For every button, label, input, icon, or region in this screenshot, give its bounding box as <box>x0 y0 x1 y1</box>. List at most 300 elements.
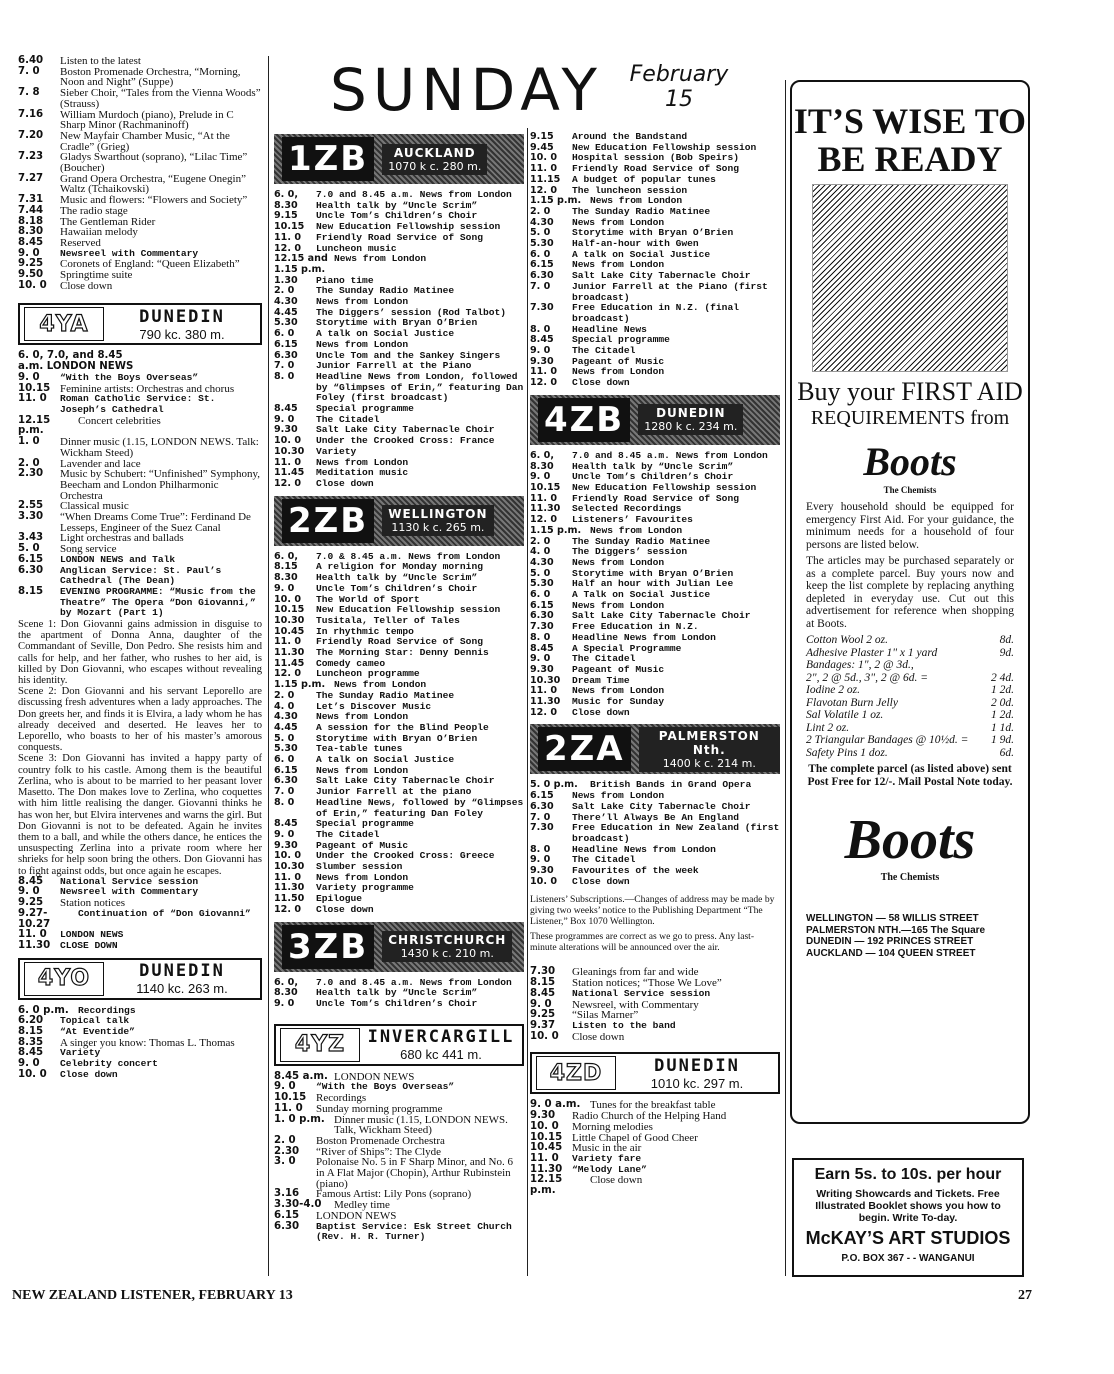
listing-time: 7. 8 <box>18 87 40 99</box>
listing-time: 6.15 <box>530 790 554 802</box>
first-aid-item <box>806 709 1014 722</box>
listing-title: LONDON NEWS <box>316 1209 397 1222</box>
listing-title: New Education Fellowship session <box>572 141 757 153</box>
listing-time: 11. 0 <box>530 1152 559 1164</box>
listing-title: Close down <box>316 477 374 489</box>
listing-time: 8.45 <box>274 403 298 415</box>
listing-title: News from London <box>316 764 409 776</box>
listing-title: News from London <box>316 456 409 468</box>
station-city: INVERCARGILL <box>367 1027 515 1048</box>
listing-title: Half an hour with Julian Lee <box>572 578 734 590</box>
listing-title: Friendly Road Service of Song <box>572 492 739 504</box>
listing-row <box>274 254 524 275</box>
listing-title: Gladys Swarthout (soprano), “Lilac Time” (Boucher) <box>60 151 248 175</box>
listing-row <box>18 1006 262 1017</box>
listing-time: 10. 0 <box>530 1120 559 1132</box>
listing-time: 5.30 <box>274 317 298 329</box>
listing-row <box>18 941 262 952</box>
listing-title: Springtime suite <box>60 269 133 282</box>
listing-row <box>530 866 780 877</box>
listing-row <box>530 558 780 569</box>
station-freq: 1400 k c. 214 m. <box>662 756 756 770</box>
listing-title: “River of Ships”: The Clyde <box>316 1145 442 1158</box>
listing-title: Junior Farrell at the Piano (first broadcast) <box>572 280 768 303</box>
listing-title: Uncle Tom’s Children’s Choir <box>316 582 478 594</box>
station-logo: 3ZB <box>282 925 374 969</box>
listing-title: Junior Farrell at the Piano <box>316 360 472 372</box>
listing-time: 7.30 <box>530 302 554 314</box>
listing-time: 10. 0 <box>18 1068 47 1080</box>
item-name: Iodine 2 oz. <box>806 684 860 696</box>
listing-title: Famous Artist: Lily Pons (soprano) <box>316 1188 472 1201</box>
item-name: Bandages: 1", 2 @ 3d., <box>806 659 914 671</box>
listing-row <box>18 416 262 437</box>
listing-time: 9. 0 <box>530 471 551 483</box>
page-title <box>330 56 730 122</box>
listing-time: 11.30 <box>274 882 305 894</box>
listing-row <box>530 451 780 462</box>
listing-time: 11.15 <box>530 173 561 185</box>
listing-title: New Education Fellowship session <box>572 481 757 493</box>
listing-row <box>274 468 524 479</box>
listing-title: The Citadel <box>316 413 380 425</box>
item-name: Flavotan Burn Jelly <box>806 696 898 709</box>
station-banner-2zb <box>274 496 524 546</box>
listing-time: 12.15 p.m. <box>18 414 51 437</box>
listing-title: Tusitala, Teller of Tales <box>316 614 460 626</box>
ad2-text: Writing Showcards and Tickets. Free Illustrated Booklet shows you how to begin. Write To-day. <box>815 1188 1001 1224</box>
listing-title: News from London <box>334 679 427 691</box>
listing-row <box>530 1133 780 1144</box>
listing-row <box>18 131 262 152</box>
listing-title: Music in the air <box>572 1142 642 1155</box>
listing-time: 8.45 <box>274 818 298 830</box>
listing-row <box>530 1175 780 1196</box>
first-aid-item <box>806 734 1014 747</box>
listing-2zb <box>274 552 524 916</box>
item-name: Cotton Wool 2 oz. <box>806 634 889 646</box>
date-title: February 15 <box>629 62 729 112</box>
listing-title: News from London <box>572 556 665 568</box>
synopsis-paragraph: Scene 3: Don Giovanni has invited a happy party of country folk to his castle. Among them is the beautiful Zerlina, who is about to be married to her peasant lover Masetto. The Don makes love to Zerlina, who coquettes with him little realising the danger. Giovanni thinks he has won her, but Elvira intervenes and warns the girl. But Don Giovanni is not to be defeated. Again he invites them to a ball, and while the others dance, he entices the unsuspecting Zerlina into a private room where her shrieks for help soon bring the others. Don Giovanni has to fight against odds, but once again he escapes. <box>18 753 262 877</box>
listing-title: “With the Boys Overseas” <box>60 371 199 383</box>
listing-title: Close down <box>590 1174 643 1187</box>
listing-time: 6. 0 <box>530 248 551 260</box>
station-header-4yo <box>18 958 262 1000</box>
listing-title: A budget of popular tunes <box>572 173 716 185</box>
station-logo: 4YZ <box>280 1028 360 1062</box>
listing-time: 8.45 <box>530 642 554 654</box>
ad-parcel-offer: The complete parcel (as listed above) sent Post Free for 12/-. Mail Postal Note today. <box>807 763 1013 788</box>
listing-time: 8. 0 <box>530 323 551 335</box>
listing-title: The World of Sport <box>316 593 420 605</box>
synopsis-paragraph: Scene 2: Don Giovanni and his servant Leporello are discussing fresh adventures when a lady approaches. The Don greets her, and finds it is Elvira, a lady whom he has already deceived and deserted. He leaves her to Leporello, who boasts to her of his master’s amorous conquests. <box>18 686 262 754</box>
listing-title: Close down <box>316 903 374 915</box>
listing-title: News from London <box>316 296 409 308</box>
listing-time: 11.45 <box>274 657 305 669</box>
listing-time: 9.30 <box>274 839 298 851</box>
listing-2za <box>530 780 780 887</box>
listing-4ya-late <box>18 877 262 952</box>
listing-time: 7. 0 <box>18 65 40 77</box>
first-aid-list <box>806 634 1014 759</box>
listing-time: 2. 0 <box>274 1134 296 1146</box>
listing-title: Salt Lake City Tabernacle Choir <box>316 775 495 787</box>
listing-time: 10.15 <box>530 1131 563 1143</box>
listing-row <box>274 1104 524 1115</box>
listing-time: 2. 0 <box>18 457 40 469</box>
listing-row <box>530 1165 780 1176</box>
station-header-4ya <box>18 303 262 345</box>
listing-title: A Talk on Social Justice <box>572 589 711 601</box>
listing-time: 4.30 <box>274 296 298 308</box>
listing-title: News from London <box>572 790 665 802</box>
listing-row <box>530 335 780 346</box>
listing-time: 8.15 <box>18 585 44 597</box>
listing-title: Favourites of the week <box>572 865 699 877</box>
station-freq: 1430 k c. 210 m. <box>400 947 494 961</box>
listing-row <box>18 195 262 206</box>
station-header-4zd <box>530 1052 780 1094</box>
listing-row <box>18 437 262 458</box>
station-freq: 1140 kc. 263 m. <box>136 981 228 997</box>
station-logo: 1ZB <box>282 137 374 181</box>
listing-title: Uncle Tom’s Children’s Choir <box>316 210 478 222</box>
listing-time: 1. 0 p.m. <box>274 1113 325 1125</box>
listing-title: William Murdoch (piano), Prelude in C Sharp Minor (Rachmaninoff) <box>60 108 234 132</box>
listing-title: National Service session <box>60 875 199 887</box>
listing-title: New Education Fellowship session <box>316 604 501 616</box>
listing-row <box>18 512 262 533</box>
listing-title: There’ll Always Be An England <box>572 811 739 823</box>
listing-title: “Melody Lane” <box>572 1163 647 1175</box>
listing-time: 12. 0 <box>274 242 302 254</box>
listing-time: 4.30 <box>530 556 554 568</box>
listing-time: 9. 0 <box>274 413 295 425</box>
ad-requirements: REQUIREMENTS from <box>810 407 1010 429</box>
listing-time: 10.30 <box>530 674 561 686</box>
listing-time: 5. 0 <box>530 567 551 579</box>
listing-title: In rhythmic tempo <box>316 625 414 637</box>
listing-time: 8.45 <box>18 1047 44 1059</box>
listing-title: Anglican Service: St. Paul’s Cathedral (The Dean) <box>60 564 222 587</box>
mckay-advertisement <box>792 1158 1024 1277</box>
listing-title: Tea-table tunes <box>316 743 403 755</box>
listing-row <box>274 883 524 894</box>
listing-title: “With the Boys Overseas” <box>316 1081 455 1093</box>
listing-row <box>18 469 262 501</box>
listing-time: 9. 0 <box>274 828 295 840</box>
listing-title: Coronets of England: “Queen Elizabeth” <box>60 258 240 271</box>
listing-row <box>274 819 524 830</box>
station-logo: 4YO <box>24 962 104 996</box>
listing-row <box>18 206 262 217</box>
item-price: 2 0d. <box>991 696 1014 709</box>
listing-title: Boston Promenade Orchestra <box>316 1134 445 1147</box>
listing-time: 5.30 <box>530 578 554 590</box>
listing-time: 11. 0 <box>530 163 558 175</box>
listing-time: 6. 0, <box>274 550 298 562</box>
listing-time: 10.15 <box>530 481 561 493</box>
listing-title: Friendly Road Service of Song <box>572 163 739 175</box>
listing-row <box>274 1200 524 1211</box>
listing-time: 7. 0 <box>274 360 295 372</box>
listing-time: 9.27-10.27 <box>18 907 51 930</box>
first-aid-item <box>806 634 1014 647</box>
listing-row <box>530 175 780 186</box>
listing-time: 11. 0 <box>274 231 302 243</box>
listing-time: 7.27 <box>18 172 44 184</box>
listing-row <box>18 587 262 619</box>
item-price: 8d. <box>999 634 1014 646</box>
ad2-address: P.O. BOX 367 - - WANGANUI <box>841 1253 975 1264</box>
listing-time: 8.45 <box>530 334 554 346</box>
listing-row <box>274 894 524 905</box>
listing-title: Comedy cameo <box>316 657 386 669</box>
listing-time: 10.15 <box>274 221 305 233</box>
listing-title: Concert celebrities <box>78 414 161 427</box>
listing-time: 8.15 <box>18 1026 44 1038</box>
listing-time: 10.30 <box>274 445 305 457</box>
listing-title: Recordings <box>78 1004 136 1016</box>
listing-time: 4. 0 <box>274 700 295 712</box>
listing-time: 10.15 <box>18 382 51 394</box>
station-freq: 1010 kc. 297 m. <box>650 1075 744 1091</box>
synopsis-paragraph: Scene 1: Don Giovanni gains admission in disguise to the apartment of Donna Anna, daughter of the Commandant of Seville, Don Pedro. She resists him and calls for help, and her father, who rushes to her aid, is killed by Don Giovanni, who escapes without revealing his identity. <box>18 619 262 687</box>
listing-time: 7.20 <box>18 129 44 141</box>
listing-time: 10.45 <box>274 625 305 637</box>
listing-title: Continuation of “Don Giovanni” <box>78 907 251 919</box>
listing-time: 8.35 <box>18 1036 44 1048</box>
ad-buy: Buy your FIRST AID <box>797 377 1023 406</box>
listing-title: Free Education in N.Z. <box>572 621 699 633</box>
listing-time: 9.37 <box>530 1019 556 1031</box>
listing-row <box>18 909 262 930</box>
item-name: Safety Pins 1 doz. <box>806 746 888 759</box>
listing-title: News from London <box>316 338 409 350</box>
listing-title: The luncheon session <box>572 184 688 196</box>
subscriptions-notice: Listeners’ Subscriptions.—Changes of address may be made by giving two weeks’ notice to the Publishing Department “The Listener,” Box 1070 Wellington. <box>530 894 775 928</box>
listing-time: 8.18 <box>18 215 44 227</box>
listing-row <box>530 633 780 644</box>
listing-row <box>18 259 262 270</box>
listing-time: 11. 0 <box>274 456 302 468</box>
footer-publication: NEW ZEALAND LISTENER, FEBRUARY 13 <box>12 1288 293 1303</box>
listing-row <box>18 394 262 415</box>
ad2-headline: Earn 5s. to 10s. per hour <box>814 1166 1002 1183</box>
listing-row <box>274 1157 524 1189</box>
listing-4zb <box>530 451 780 719</box>
listing-title: Salt Lake City Tabernacle Choir <box>572 270 751 282</box>
listing-title: News from London <box>590 195 683 207</box>
listing-title: Special programme <box>316 403 414 415</box>
station-city: WELLINGTON <box>388 507 488 522</box>
ad-headline: IT’S WISE TO BE READY <box>793 101 1027 179</box>
listing-title: Around the Bandstand <box>572 131 688 142</box>
listing-time: 4.30 <box>274 711 298 723</box>
listing-time: 6.15 <box>274 1209 300 1221</box>
listing-title: CLOSE DOWN <box>60 939 118 951</box>
listing-time: 11.30 <box>530 1163 563 1175</box>
listing-row <box>18 887 262 898</box>
page-footer <box>12 1288 1032 1304</box>
listing-4yo <box>18 1006 262 1081</box>
listing-row <box>18 174 262 195</box>
listing-title: Luncheon programme <box>316 668 420 680</box>
listing-time: 9. 0 <box>274 1081 296 1093</box>
listing-title: Newsreel, with Commentary <box>572 998 699 1011</box>
listing-title: Salt Lake City Tabernacle Choir <box>316 424 495 436</box>
listing-row <box>530 823 780 844</box>
listing-time: 6.30 <box>274 349 298 361</box>
listing-title: Pageant of Music <box>572 663 665 675</box>
listing-row <box>18 351 262 372</box>
listing-time: 9.30 <box>274 424 298 436</box>
listing-title: Free Education in New Zealand (first broadcast) <box>572 822 780 844</box>
listing-row <box>274 404 524 415</box>
listing-row <box>18 1016 262 1027</box>
listing-title: Newsreel with Commentary <box>60 247 199 259</box>
listing-time: 4. 0 <box>530 546 551 558</box>
listing-row <box>530 644 780 655</box>
listing-time: 10.15 <box>274 604 305 616</box>
listing-time: 9.30 <box>530 663 554 675</box>
listing-time: 8.30 <box>274 987 298 999</box>
listing-row <box>274 691 524 702</box>
listing-time: 3.43 <box>18 532 44 544</box>
listing-title: Storytime with Bryan O’Brien <box>572 227 734 239</box>
listing-row <box>274 1211 524 1222</box>
listing-title: LONDON NEWS <box>60 929 124 941</box>
listing-title: Salt Lake City Tabernacle Choir <box>572 610 751 622</box>
listing-time: 6.30 <box>274 1220 300 1232</box>
item-price: 1 1d. <box>991 721 1014 734</box>
listing-title: Close down <box>572 1030 625 1043</box>
listing-title: Selected Recordings <box>572 503 682 515</box>
item-price: 6d. <box>999 746 1014 759</box>
listing-title: Close down <box>60 279 113 292</box>
listing-title: 7.0 and 8.45 a.m. News from London <box>316 189 512 200</box>
listing-row <box>530 282 780 303</box>
station-freq: 1280 k c. 234 m. <box>644 420 738 434</box>
listing-time: 11. 0 <box>274 871 302 883</box>
listing-row <box>274 233 524 244</box>
listing-title: 7.0 & 8.45 a.m. News from London <box>316 550 501 562</box>
listing-row <box>530 802 780 813</box>
listing-row <box>274 479 524 490</box>
station-banner-4zb <box>530 395 780 445</box>
station-banner-3zb <box>274 922 524 972</box>
listing-time: 6. 0 <box>530 589 551 601</box>
listing-title: Let’s Discover Music <box>316 700 432 712</box>
listing-row <box>18 67 262 88</box>
listing-row <box>530 1122 780 1133</box>
listing-row <box>18 270 262 281</box>
listing-row <box>530 378 780 389</box>
listing-row <box>274 372 524 404</box>
column-rule <box>268 56 269 1276</box>
listing-title: Little Chapel of Good Cheer <box>572 1131 698 1144</box>
listing-time: 9. 0 <box>274 998 295 1009</box>
listing-title: LONDON NEWS <box>334 1070 415 1083</box>
listing-time: 9. 0 <box>530 345 551 357</box>
listing-title: Listen to the latest <box>60 55 141 67</box>
listing-title: Uncle Tom’s Children’s Choir <box>572 471 734 483</box>
station-city: DUNEDIN <box>656 406 726 421</box>
listing-title: Health talk by “Uncle Scrim” <box>316 987 478 999</box>
listing-time: 1.30 <box>274 274 298 286</box>
listing-time: 8.15 <box>274 561 298 573</box>
listing-title: Half-an-hour with Gwen <box>572 238 699 250</box>
listing-time: 2.30 <box>274 1145 300 1157</box>
listing-time: 9. 0 <box>18 886 40 898</box>
listing-title: Storytime with Bryan O’Brien <box>316 732 478 744</box>
listing-time: 1.15 p.m. <box>274 679 326 691</box>
listing-title: Dinner music (1.15, LONDON NEWS. Talk: Wickham Steed) <box>60 436 259 459</box>
listing-row <box>274 584 524 595</box>
boots-logo-large <box>792 808 1028 883</box>
listing-title: News from London <box>572 599 665 611</box>
listing-time: 9. 0 <box>530 854 551 866</box>
listing-time: 11.30 <box>18 939 51 951</box>
store-address: WELLINGTON — 58 WILLIS STREET <box>806 913 979 924</box>
listing-time: 8.45 <box>530 987 556 999</box>
station-freq: 790 kc. 380 m. <box>139 326 225 342</box>
listing-title: “Silas Marner” <box>572 1009 639 1022</box>
item-name: 2 Triangular Bandages @ 10½d. = <box>806 734 969 746</box>
listing-title: Headline News from London, followed by “Glimpses of Erin,” featuring Dan Foley (first broadcast) <box>316 370 524 404</box>
listing-time: 7.30 <box>530 621 554 633</box>
day-title: SUNDAY <box>330 56 603 124</box>
listing-time: 6. 0, 7.0, and 8.45 a.m. LONDON NEWS <box>18 350 134 373</box>
listing-time: 6.30 <box>530 610 554 622</box>
station-city: DUNEDIN <box>139 306 225 327</box>
listing-title: Celebrity concert <box>60 1058 158 1070</box>
listing-time: 4.45 <box>274 721 298 733</box>
listing-time: 10. 0 <box>274 850 302 862</box>
listing-title: Headline News from London <box>572 843 716 855</box>
listing-title: Hawaiian melody <box>60 226 138 239</box>
listing-title <box>140 351 262 372</box>
listing-row <box>530 697 780 708</box>
listing-row <box>18 1070 262 1081</box>
listing-title: News from London <box>590 524 683 536</box>
station-freq: 1070 k c. 280 m. <box>388 159 482 173</box>
listing-time: 8.30 <box>530 460 554 472</box>
listing-time: 9.45 <box>530 141 554 153</box>
listing-time: 2. 0 <box>274 689 295 701</box>
listing-title: Polonaise No. 5 in F Sharp Minor, and No. 6 in A Flat Major (Chopin), Arthur Rubinstein (piano) <box>316 1156 513 1190</box>
listing-time: 11. 0 <box>530 366 558 378</box>
listing-title: Health talk by “Uncle Scrim” <box>316 572 478 584</box>
listing-time: 9.50 <box>18 269 44 281</box>
listing-time: 11. 0 <box>18 929 47 941</box>
listing-time: 11. 0 <box>530 685 558 697</box>
first-aid-item <box>806 684 1014 697</box>
listing-title: Station notices <box>60 897 126 910</box>
listing-time: 6. 0 p.m. <box>18 1004 69 1016</box>
store-address: DUNEDIN — 192 PRINCES STREET <box>806 936 974 947</box>
listing-time: 8. 0 <box>530 631 551 643</box>
listing-row <box>530 989 780 1000</box>
item-price: 1 9d. <box>991 734 1014 746</box>
listing-time: 7. 0 <box>274 786 295 798</box>
listing-time: 11. 0 <box>274 1102 303 1114</box>
listing-time: 10. 0 <box>530 1030 559 1042</box>
boots-advertisement <box>790 80 1030 1124</box>
station-city: AUCKLAND <box>393 145 476 160</box>
listing-title: Light orchestras and ballads <box>60 532 184 545</box>
